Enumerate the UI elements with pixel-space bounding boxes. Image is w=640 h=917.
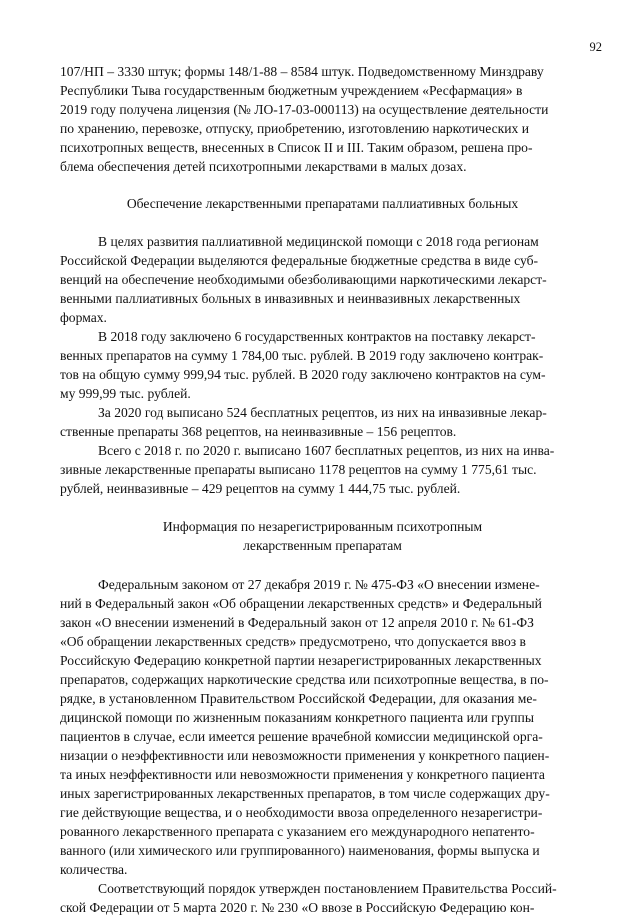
text-line: Республики Тыва государственным бюджетным учреждением «Ресфармация» в: [60, 83, 523, 98]
text-line: по хранению, перевозке, отпуску, приобретению, изготовлению наркотических и: [60, 121, 529, 136]
section-heading-palliative: [60, 194, 585, 213]
text-line: препаратов, содержащих наркотические средства или психотропные вещества, в по-: [60, 672, 549, 687]
text-line: «Об обращении лекарственных средств» предусмотрено, что допускается ввоз в: [60, 634, 526, 649]
text-line: формах.: [60, 310, 107, 325]
paragraph: [60, 879, 585, 917]
paragraph: [60, 575, 585, 879]
text-line: дицинской помощи по жизненным показаниям конкретного пациента или группы: [60, 710, 534, 725]
page-number: 92: [589, 40, 602, 54]
text-line: та иных неэффективности или невозможности применения у конкретного пациента: [60, 767, 545, 782]
text-line: закон «О внесении изменений в Федеральный закон от 12 апреля 2010 г. № 61-ФЗ: [60, 615, 534, 630]
text-line: венных препаратов на сумму 1 784,00 тыс. рублей. В 2019 году заключено контрак-: [60, 348, 544, 363]
text-line: рублей, неинвазивные – 429 рецептов на сумму 1 444,75 тыс. рублей.: [60, 481, 461, 496]
text-line: За 2020 год выписано 524 бесплатных рецептов, из них на инвазивные лекар-: [98, 405, 547, 420]
text-line: 2019 году получена лицензия (№ ЛО-17-03-000113) на осуществление деятельности: [60, 102, 549, 117]
text-line: венными паллиативных больных в инвазивных и неинвазивных лекарственных: [60, 291, 521, 306]
text-line: Федеральным законом от 27 декабря 2019 г. № 475-ФЗ «О внесении измене-: [98, 577, 540, 592]
text-line: венций на обеспечение необходимыми обезболивающими наркотическими лекарст-: [60, 272, 547, 287]
text-line: зивные лекарственные препараты выписано 1178 рецептов на сумму 1 775,61 тыс.: [60, 462, 537, 477]
text-line: Соответствующий порядок утвержден постановлением Правительства Россий-: [98, 881, 557, 896]
text-line: количества.: [60, 862, 128, 877]
text-line: Информация по незарегистрированным психотропным: [162, 519, 483, 534]
text-line: рованного лекарственного препарата с указанием его международного непатенто-: [60, 824, 535, 839]
document-body: [60, 62, 585, 917]
paragraph: [60, 403, 585, 441]
text-line: гие действующие вещества, и о необходимости ввоза определенного незарегистри-: [60, 805, 543, 820]
text-line: блема обеспечения детей психотропными лекарствами в малых дозах.: [60, 159, 467, 174]
text-line: лекарственным препаратам: [243, 538, 402, 553]
text-line: ственные препараты 368 рецептов, на неинвазивные – 156 рецептов.: [60, 424, 457, 439]
text-line: Обеспечение лекарственными препаратами паллиативных больных: [126, 196, 519, 211]
paragraph: [60, 441, 585, 498]
section-unregistered: [60, 575, 585, 917]
paragraph: [60, 327, 585, 403]
text-line: ской Федерации от 5 марта 2020 г. № 230 «О ввозе в Российскую Федерацию кон-: [60, 900, 535, 915]
text-line: му 999,99 тыс. рублей.: [60, 386, 191, 401]
text-line: тов на общую сумму 999,94 тыс. рублей. В 2020 году заключено контрактов на сум-: [60, 367, 546, 382]
text-line: ванного (или химического или группированного) наименования, формы выпуска и: [60, 843, 540, 858]
text-line: Российской Федерации выделяются федеральные бюджетные средства в виде суб-: [60, 253, 539, 268]
text-line: В целях развития паллиативной медицинской помощи с 2018 года регионам: [98, 234, 539, 249]
section-palliative: [60, 232, 585, 498]
top-paragraph: [60, 62, 585, 176]
text-line: низации о неэффективности или невозможности применения у конкретного пациен-: [60, 748, 550, 763]
text-line: В 2018 году заключено 6 государственных контрактов на поставку лекарст-: [98, 329, 536, 344]
text-line: пациентов в случае, если имеется решение врачебной комиссии медицинской орга-: [60, 729, 543, 744]
text-line: Российскую Федерацию конкретной партии незарегистрированных лекарственных: [60, 653, 542, 668]
text-line: психотропных веществ, внесенных в Список II и III. Таким образом, решена про-: [60, 140, 533, 155]
text-line: 107/НП – 3330 штук; формы 148/1-88 – 8584 штук. Подведомственному Минздраву: [60, 64, 544, 79]
section-heading-unregistered: [60, 517, 585, 555]
text-line: иных зарегистрированных лекарственных препаратов, в том числе содержащих дру-: [60, 786, 550, 801]
paragraph: [60, 232, 585, 327]
text-line: ний в Федеральный закон «Об обращении лекарственных средств» и Федеральный: [60, 596, 542, 611]
text-line: рядке, в установленном Правительством Российской Федерации, для оказания ме-: [60, 691, 537, 706]
text-line: Всего с 2018 г. по 2020 г. выписано 1607 бесплатных рецептов, из них на инва-: [98, 443, 555, 458]
